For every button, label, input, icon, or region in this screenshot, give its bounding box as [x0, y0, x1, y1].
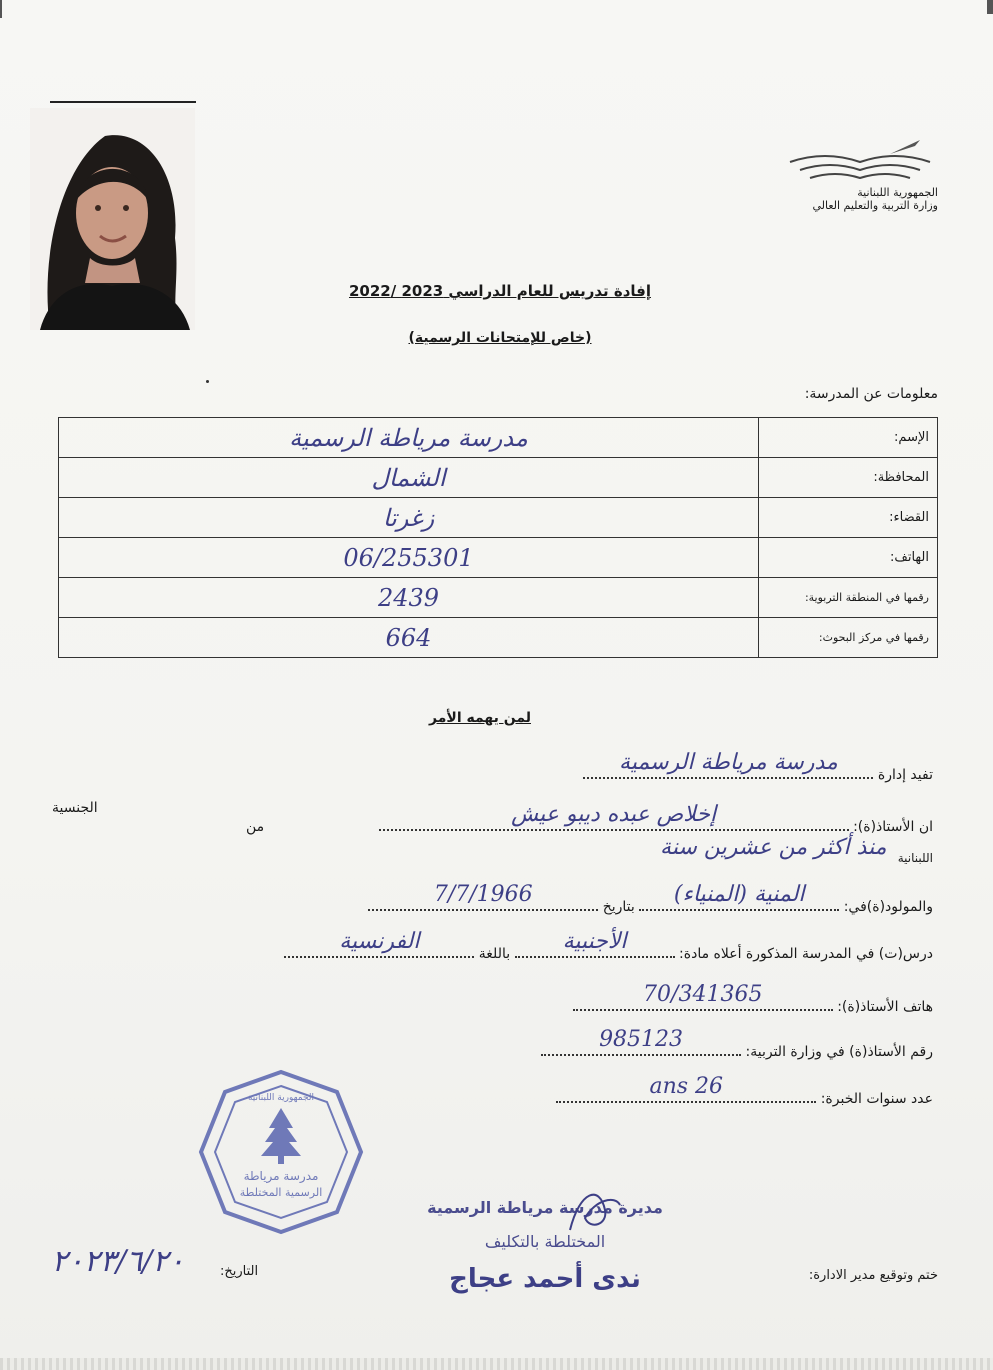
stamp-text-bottom: الرسمية المختلطة	[239, 1186, 323, 1199]
language-label: باللغة	[478, 946, 511, 962]
ministry-number-value: 985123	[599, 1027, 684, 1052]
photo-frame-line	[50, 101, 196, 103]
subject-line	[284, 929, 933, 962]
language-value: الفرنسية	[339, 929, 420, 954]
handwritten-signature	[560, 1180, 630, 1240]
born-value: المنية (المنياء)	[673, 882, 805, 907]
director-title: مديرة مدرسة مرياطة الرسمية	[427, 1198, 663, 1217]
school-phone-value: 06/255301	[59, 538, 759, 578]
birth-date-value: 7/7/1966	[433, 882, 533, 907]
admin-line	[583, 750, 933, 783]
table-row	[59, 418, 938, 458]
scan-edge-mark	[0, 0, 2, 18]
nationality-line	[653, 835, 933, 866]
table-row	[59, 498, 938, 538]
governorate-label: المحافظة:	[759, 458, 938, 498]
table-row	[59, 458, 938, 498]
phone-line	[573, 982, 933, 1015]
born-prefix: والمولود(ة)في:	[843, 899, 933, 915]
table-row	[59, 618, 938, 658]
cedar-icon	[261, 1108, 301, 1164]
birth-line	[368, 882, 933, 915]
school-info-label: معلومات عن المدرسة:	[804, 386, 938, 402]
date-label: التاريخ:	[220, 1264, 259, 1279]
country-name: الجمهورية اللبنانية	[857, 186, 938, 199]
school-name-label: الإسم:	[759, 418, 938, 458]
admin-value: مدرسة مرياطة الرسمية	[619, 750, 838, 775]
nationality-value: منذ أكثر من عشرين سنة	[660, 835, 887, 860]
teacher-phone-prefix: هاتف الأستاذ(ة):	[837, 999, 933, 1015]
scan-noise	[0, 1358, 993, 1370]
subject-value: الأجنبية	[562, 929, 627, 954]
district-label: القضاء:	[759, 498, 938, 538]
governorate-value: الشمال	[59, 458, 759, 498]
school-info-table	[58, 417, 938, 658]
date-label: بتاريخ	[602, 899, 635, 915]
admin-prefix: تفيد إدارة	[877, 767, 933, 783]
research-number-value: 664	[59, 618, 759, 658]
document-title: إفادة تدريس للعام الدراسي 2023 /2022	[349, 282, 651, 300]
ministry-name: وزارة التربية والتعليم العالي	[812, 199, 938, 212]
issue-date-value: ٢٠٢٣/٦/٢٠	[51, 1244, 185, 1279]
teacher-line	[246, 802, 933, 835]
research-number-label: رقمها في مركز البحوث:	[759, 618, 938, 658]
stamp-signature-label: ختم وتوقيع مدير الادارة:	[808, 1268, 938, 1283]
experience-prefix: عدد سنوات الخبرة:	[820, 1091, 933, 1107]
school-name-value: مدرسة مرياطة الرسمية	[59, 418, 759, 458]
director-name: ندى أحمد عجاج	[449, 1264, 641, 1294]
nationality-label: الجنسية	[52, 800, 98, 816]
teacher-phone-value: 70/341365	[643, 982, 763, 1007]
director-title-2: المختلطة بالتكليف	[484, 1232, 606, 1251]
nationality-prefix: اللبنانية	[897, 851, 933, 865]
school-phone-label: الهاتف:	[759, 538, 938, 578]
taught-prefix: درس(ت) في المدرسة المذكورة أعلاه مادة:	[679, 946, 933, 962]
ink-speck	[206, 380, 209, 383]
applicant-photo	[30, 108, 195, 330]
experience-value: 26 ans	[649, 1074, 724, 1099]
official-stamp	[197, 1068, 365, 1236]
teacher-prefix: ان الأستاذ(ة):	[853, 819, 933, 835]
region-number-label: رقمها في المنطقة التربوية:	[759, 578, 938, 618]
experience-line	[556, 1074, 933, 1107]
stamp-ring-text: الجمهورية اللبنانية	[247, 1093, 315, 1103]
ministry-number-line	[541, 1027, 933, 1060]
district-value: زغرتا	[59, 498, 759, 538]
from-label: من	[246, 819, 265, 835]
stamp-text-top: مدرسة مرياطة	[243, 1169, 319, 1183]
ministry-heading	[812, 186, 938, 212]
ministry-number-prefix: رقم الأستاذ(ة) في وزارة التربية:	[745, 1044, 933, 1060]
book-icon	[780, 132, 940, 192]
scan-edge-mark	[987, 0, 993, 14]
table-row	[59, 578, 938, 618]
concern-heading: لمن يهمه الأمر	[429, 710, 531, 726]
region-number-value: 2439	[59, 578, 759, 618]
document-subtitle: (خاص للإمتحانات الرسمية)	[408, 330, 592, 346]
table-row	[59, 538, 938, 578]
teacher-value: إخلاص عبده ديبو عيش	[511, 802, 717, 827]
